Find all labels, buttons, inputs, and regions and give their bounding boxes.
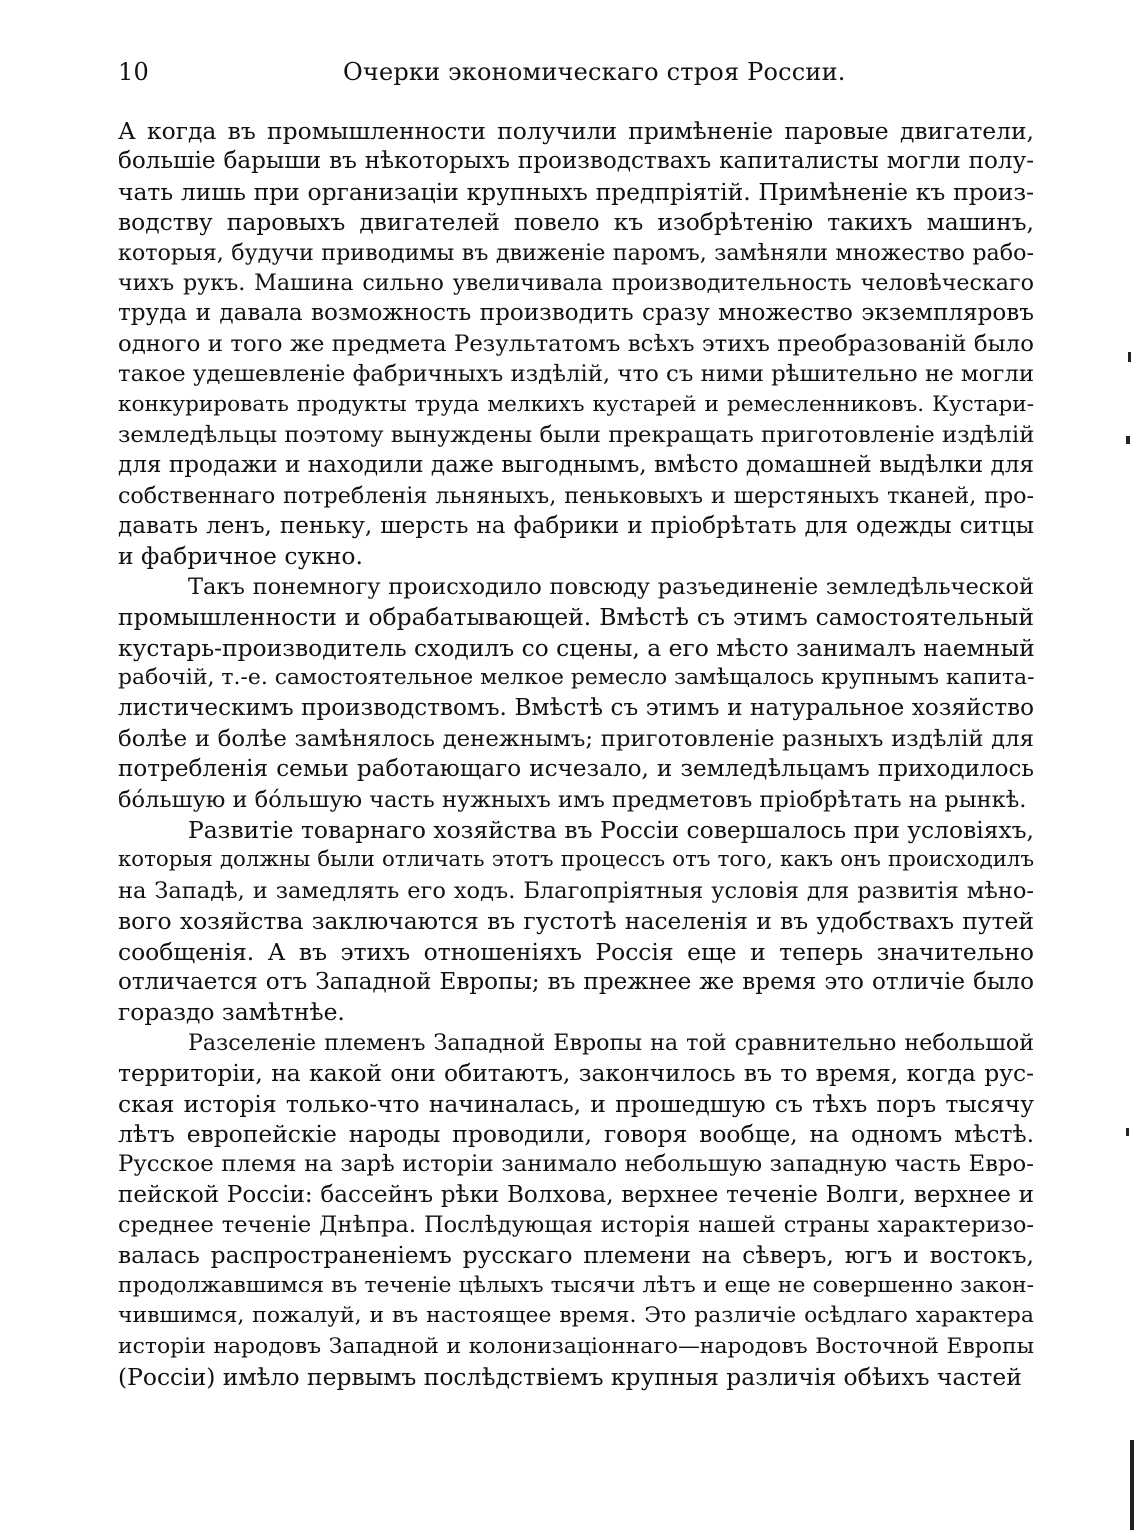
text-line: среднее теченіе Днѣпра. Послѣдующая исторія нашей страны характеризо- — [118, 1212, 1034, 1239]
text-line: (Россіи) имѣло первымъ послѣдствіемъ крупныя различія обѣихъ частей — [118, 1363, 1022, 1392]
page-number: 10 — [118, 58, 149, 86]
text-line: и фабричное сукно. — [118, 542, 363, 571]
text-line: такое удешевленіе фабричныхъ издѣлій, что съ ними рѣшительно не могли — [118, 361, 1035, 388]
text-line: Развитіе товарнаго хозяйства въ Россіи совершалось при условіяхъ, — [188, 815, 1034, 844]
book-page — [118, 58, 1034, 1392]
text-line: пейской Россіи: бассейнъ рѣки Волхова, верхнее теченіе Волги, верхнее и — [118, 1181, 1034, 1208]
text-line: Русское племя на зарѣ исторіи занимало небольшую западную часть Евро- — [118, 1151, 1034, 1178]
text-line: листическимъ производствомъ. Вмѣстѣ съ этимъ и натуральное хозяйство — [118, 695, 1034, 722]
text-line: кустарь-производитель сходилъ со сцены, а его мѣсто занималъ наемный — [118, 633, 1035, 662]
text-line: продолжавшимся въ теченіе цѣлыхъ тысячи лѣтъ и еще не совершенно закон- — [118, 1272, 1034, 1298]
text-line: одного и того же предмета Результатомъ всѣхъ этихъ преобразованій было — [118, 330, 1034, 357]
text-line: труда и давала возможность производить сразу множество экземпляровъ — [118, 300, 1034, 327]
text-line: валась распространеніемъ русскаго племени на сѣверъ, югъ и востокъ, — [118, 1241, 1034, 1270]
text-line: территоріи, на какой они обитаютъ, закончилось въ то время, когда рус- — [118, 1059, 1034, 1088]
text-line: чихъ рукъ. Машина сильно увеличивала производительность человѣческаго — [118, 269, 1034, 296]
text-line: ская исторія только-что начиналась, и прошедшую съ тѣхъ поръ тысячу — [118, 1089, 1034, 1118]
text-line: чать лишь при организаціи крупныхъ предпріятій. Примѣненіе къ произ- — [118, 177, 1034, 206]
scan-edge-mark — [1126, 436, 1130, 444]
paragraph — [118, 1028, 1034, 1393]
text-line: потребленія семьи работающаго исчезало, и земледѣльцамъ приходилось — [118, 756, 1034, 783]
scan-edge-mark — [1126, 1128, 1129, 1136]
text-line: гораздо замѣтнѣе. — [118, 998, 345, 1027]
text-line: давать ленъ, пеньку, шерсть на фабрики и пріобрѣтать для одежды ситцы — [118, 513, 1034, 540]
scan-edge-mark — [1130, 1440, 1134, 1530]
text-line: промышленности и обрабатывающей. Вмѣстѣ съ этимъ самостоятельный — [118, 603, 1034, 632]
text-line: земледѣльцы поэтому вынуждены были прекращать приготовленіе издѣлій — [118, 421, 1035, 448]
text-line: чившимся, пожалуй, и въ настоящее время. Это различіе осѣдлаго характера — [118, 1303, 1034, 1329]
scan-edge-mark — [1128, 352, 1131, 362]
text-line: собственнаго потребленія льняныхъ, пеньковыхъ и шерстяныхъ тканей, про- — [118, 482, 1034, 509]
text-line: болѣе и болѣе замѣнялось денежнымъ; приготовленіе разныхъ издѣлій для — [118, 725, 1034, 752]
paragraph — [118, 815, 1034, 1028]
text-line: сообщенія. А въ этихъ отношеніяхъ Россія еще и теперь значительно — [118, 937, 1034, 966]
text-line: которыя должны были отличать этотъ процессъ отъ того, какъ онъ происходилъ — [118, 847, 1034, 873]
text-line: исторіи народовъ Западной и колонизаціоннаго—народовъ Восточной Европы — [118, 1333, 1034, 1359]
text-line: вого хозяйства заключаются въ густотѣ населенія и въ удобствахъ путей — [118, 907, 1034, 936]
text-line: бо́льшую и бо́льшую часть нужныхъ имъ предметовъ пріобрѣтать на рынкѣ. — [118, 786, 1027, 813]
body-text — [118, 116, 1034, 1392]
text-line: которыя, будучи приводимы въ движеніе паромъ, замѣняли множество рабо- — [118, 239, 1034, 266]
text-line: водству паровыхъ двигателей повело къ изобрѣтенію такихъ машинъ, — [118, 208, 1034, 237]
text-line: рабочій, т.-е. самостоятельное мелкое ремесло замѣщалось крупнымъ капита- — [118, 665, 1035, 691]
text-line: на Западѣ, и замедлять его ходъ. Благопріятныя условія для развитія мѣно- — [118, 877, 1034, 904]
text-line: для продажи и находили даже выгоднымъ, вмѣсто домашней выдѣлки для — [118, 452, 1034, 479]
paragraph — [118, 116, 1034, 572]
text-line: лѣтъ европейскіе народы проводили, говоря вообще, на одномъ мѣстѣ. — [118, 1119, 1034, 1148]
text-line: конкурировать продукты труда мелкихъ кустарей и ремесленниковъ. Кустари- — [118, 391, 1034, 417]
text-line: Такъ понемногу происходило повсюду разъединеніе земледѣльческой — [188, 573, 1034, 600]
running-title: Очерки экономическаго строя России. — [343, 58, 846, 86]
page-header — [118, 58, 1034, 92]
text-line: отличается отъ Западной Европы; въ прежнее же время это отличіе было — [118, 968, 1034, 995]
text-line: Разселеніе племенъ Западной Европы на той сравнительно небольшой — [188, 1029, 1034, 1056]
text-line: А когда въ промышленности получили примѣненіе паровые двигатели, — [118, 117, 1034, 145]
text-line: большіе барыши въ нѣкоторыхъ производствахъ капиталисты могли полу- — [118, 148, 1034, 175]
paragraph — [118, 572, 1034, 815]
